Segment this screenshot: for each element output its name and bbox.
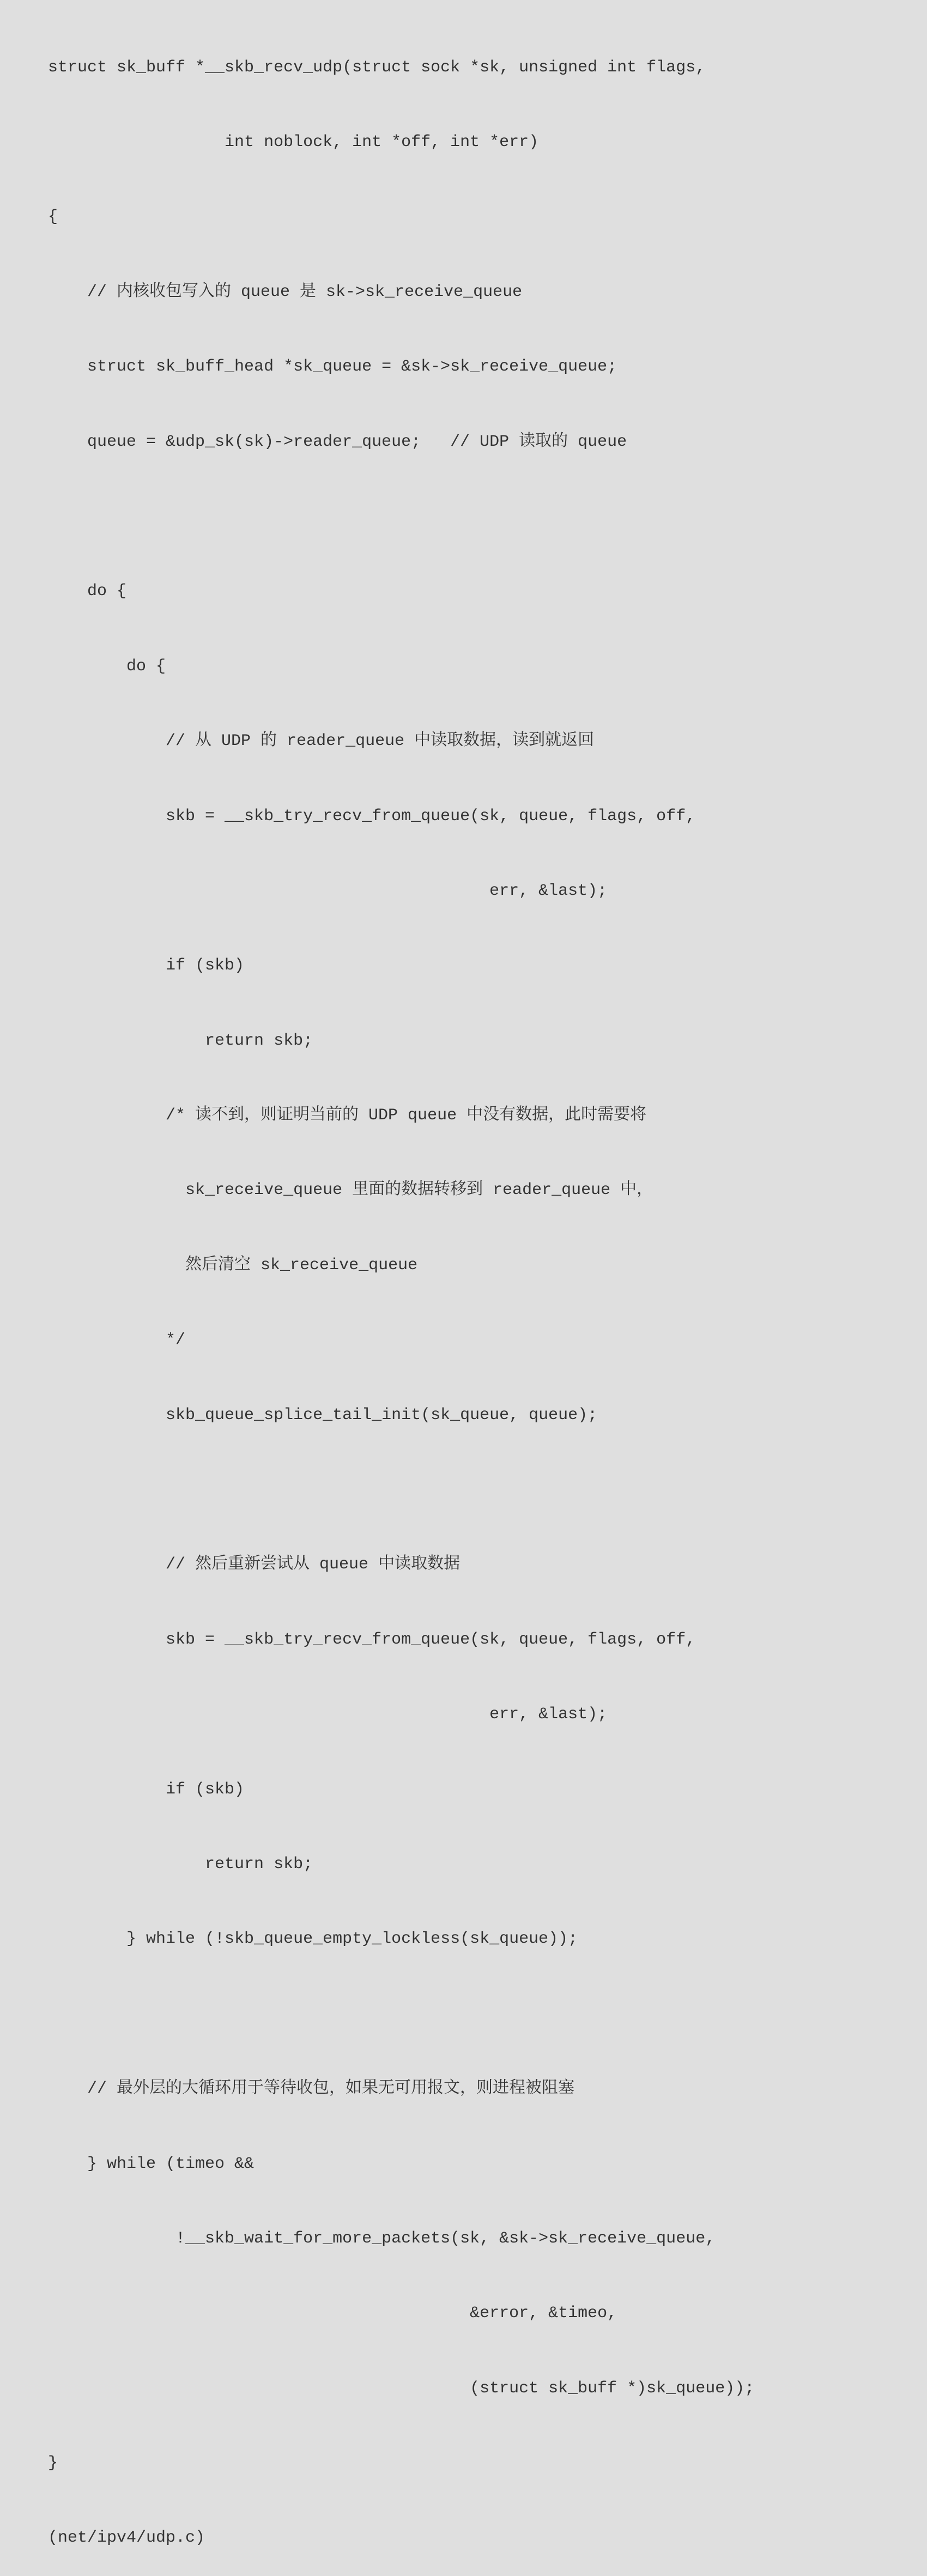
code-line-26: } while (!skb_queue_empty_lockless(sk_queue)); bbox=[48, 1930, 578, 1949]
code-line-5: struct sk_buff_head *sk_queue = &sk->sk_receive_queue; bbox=[48, 357, 617, 377]
code-line-20 bbox=[48, 1478, 754, 1503]
code-line-32: (struct sk_buff *)sk_queue)); bbox=[48, 2379, 755, 2398]
code-line-23: err, &last); bbox=[48, 1705, 608, 1724]
code-line-10: // 从 UDP 的 reader_queue 中读取数据，读到就返回 bbox=[48, 732, 595, 751]
code-line-14: return skb; bbox=[48, 1031, 313, 1050]
code-line-1: struct sk_buff *__skb_recv_udp(struct sock *sk, unsigned int flags, bbox=[48, 58, 706, 77]
code-line-28: // 最外层的大循环用于等待收包，如果无可用报文，则进程被阻塞 bbox=[48, 2080, 575, 2099]
source-file-path: (net/ipv4/udp.c) bbox=[48, 2529, 205, 2548]
code-line-11: skb = __skb_try_recv_from_queue(sk, queue, flags, off, bbox=[48, 807, 696, 826]
code-line-9: do { bbox=[48, 657, 166, 676]
code-line-29: } while (timeo && bbox=[48, 2154, 255, 2173]
code-line-16: sk_receive_queue 里面的数据转移到 reader_queue 中， bbox=[48, 1181, 653, 1200]
code-line-12: err, &last); bbox=[48, 881, 608, 900]
code-block bbox=[48, 5, 754, 2576]
code-line-30: !__skb_wait_for_more_packets(sk, &sk->sk_receive_queue, bbox=[48, 2229, 716, 2248]
code-line-13: if (skb) bbox=[48, 956, 245, 975]
code-line-3: { bbox=[48, 208, 58, 227]
code-line-4: // 内核收包写入的 queue 是 sk->sk_receive_queue bbox=[48, 282, 523, 301]
code-line-15: /* 读不到，则证明当前的 UDP queue 中没有数据，此时需要将 bbox=[48, 1106, 647, 1125]
code-line-21: // 然后重新尝试从 queue 中读取数据 bbox=[48, 1555, 461, 1574]
code-line-22: skb = __skb_try_recv_from_queue(sk, queue, flags, off, bbox=[48, 1630, 696, 1649]
code-line-27 bbox=[48, 2002, 754, 2027]
code-line-8: do { bbox=[48, 582, 127, 601]
code-line-2: int noblock, int *off, int *err) bbox=[48, 132, 539, 151]
code-line-24: if (skb) bbox=[48, 1780, 245, 1799]
code-line-7 bbox=[48, 505, 754, 530]
code-line-19: skb_queue_splice_tail_init(sk_queue, queue); bbox=[48, 1405, 598, 1425]
code-line-33: } bbox=[48, 2454, 58, 2473]
code-line-25: return skb; bbox=[48, 1854, 313, 1874]
code-line-17: 然后清空 sk_receive_queue bbox=[48, 1256, 418, 1275]
code-line-18: */ bbox=[48, 1331, 186, 1350]
code-line-6: queue = &udp_sk(sk)->reader_queue; // UDP 读取的 queue bbox=[48, 432, 627, 451]
code-line-31: &error, &timeo, bbox=[48, 2304, 617, 2323]
